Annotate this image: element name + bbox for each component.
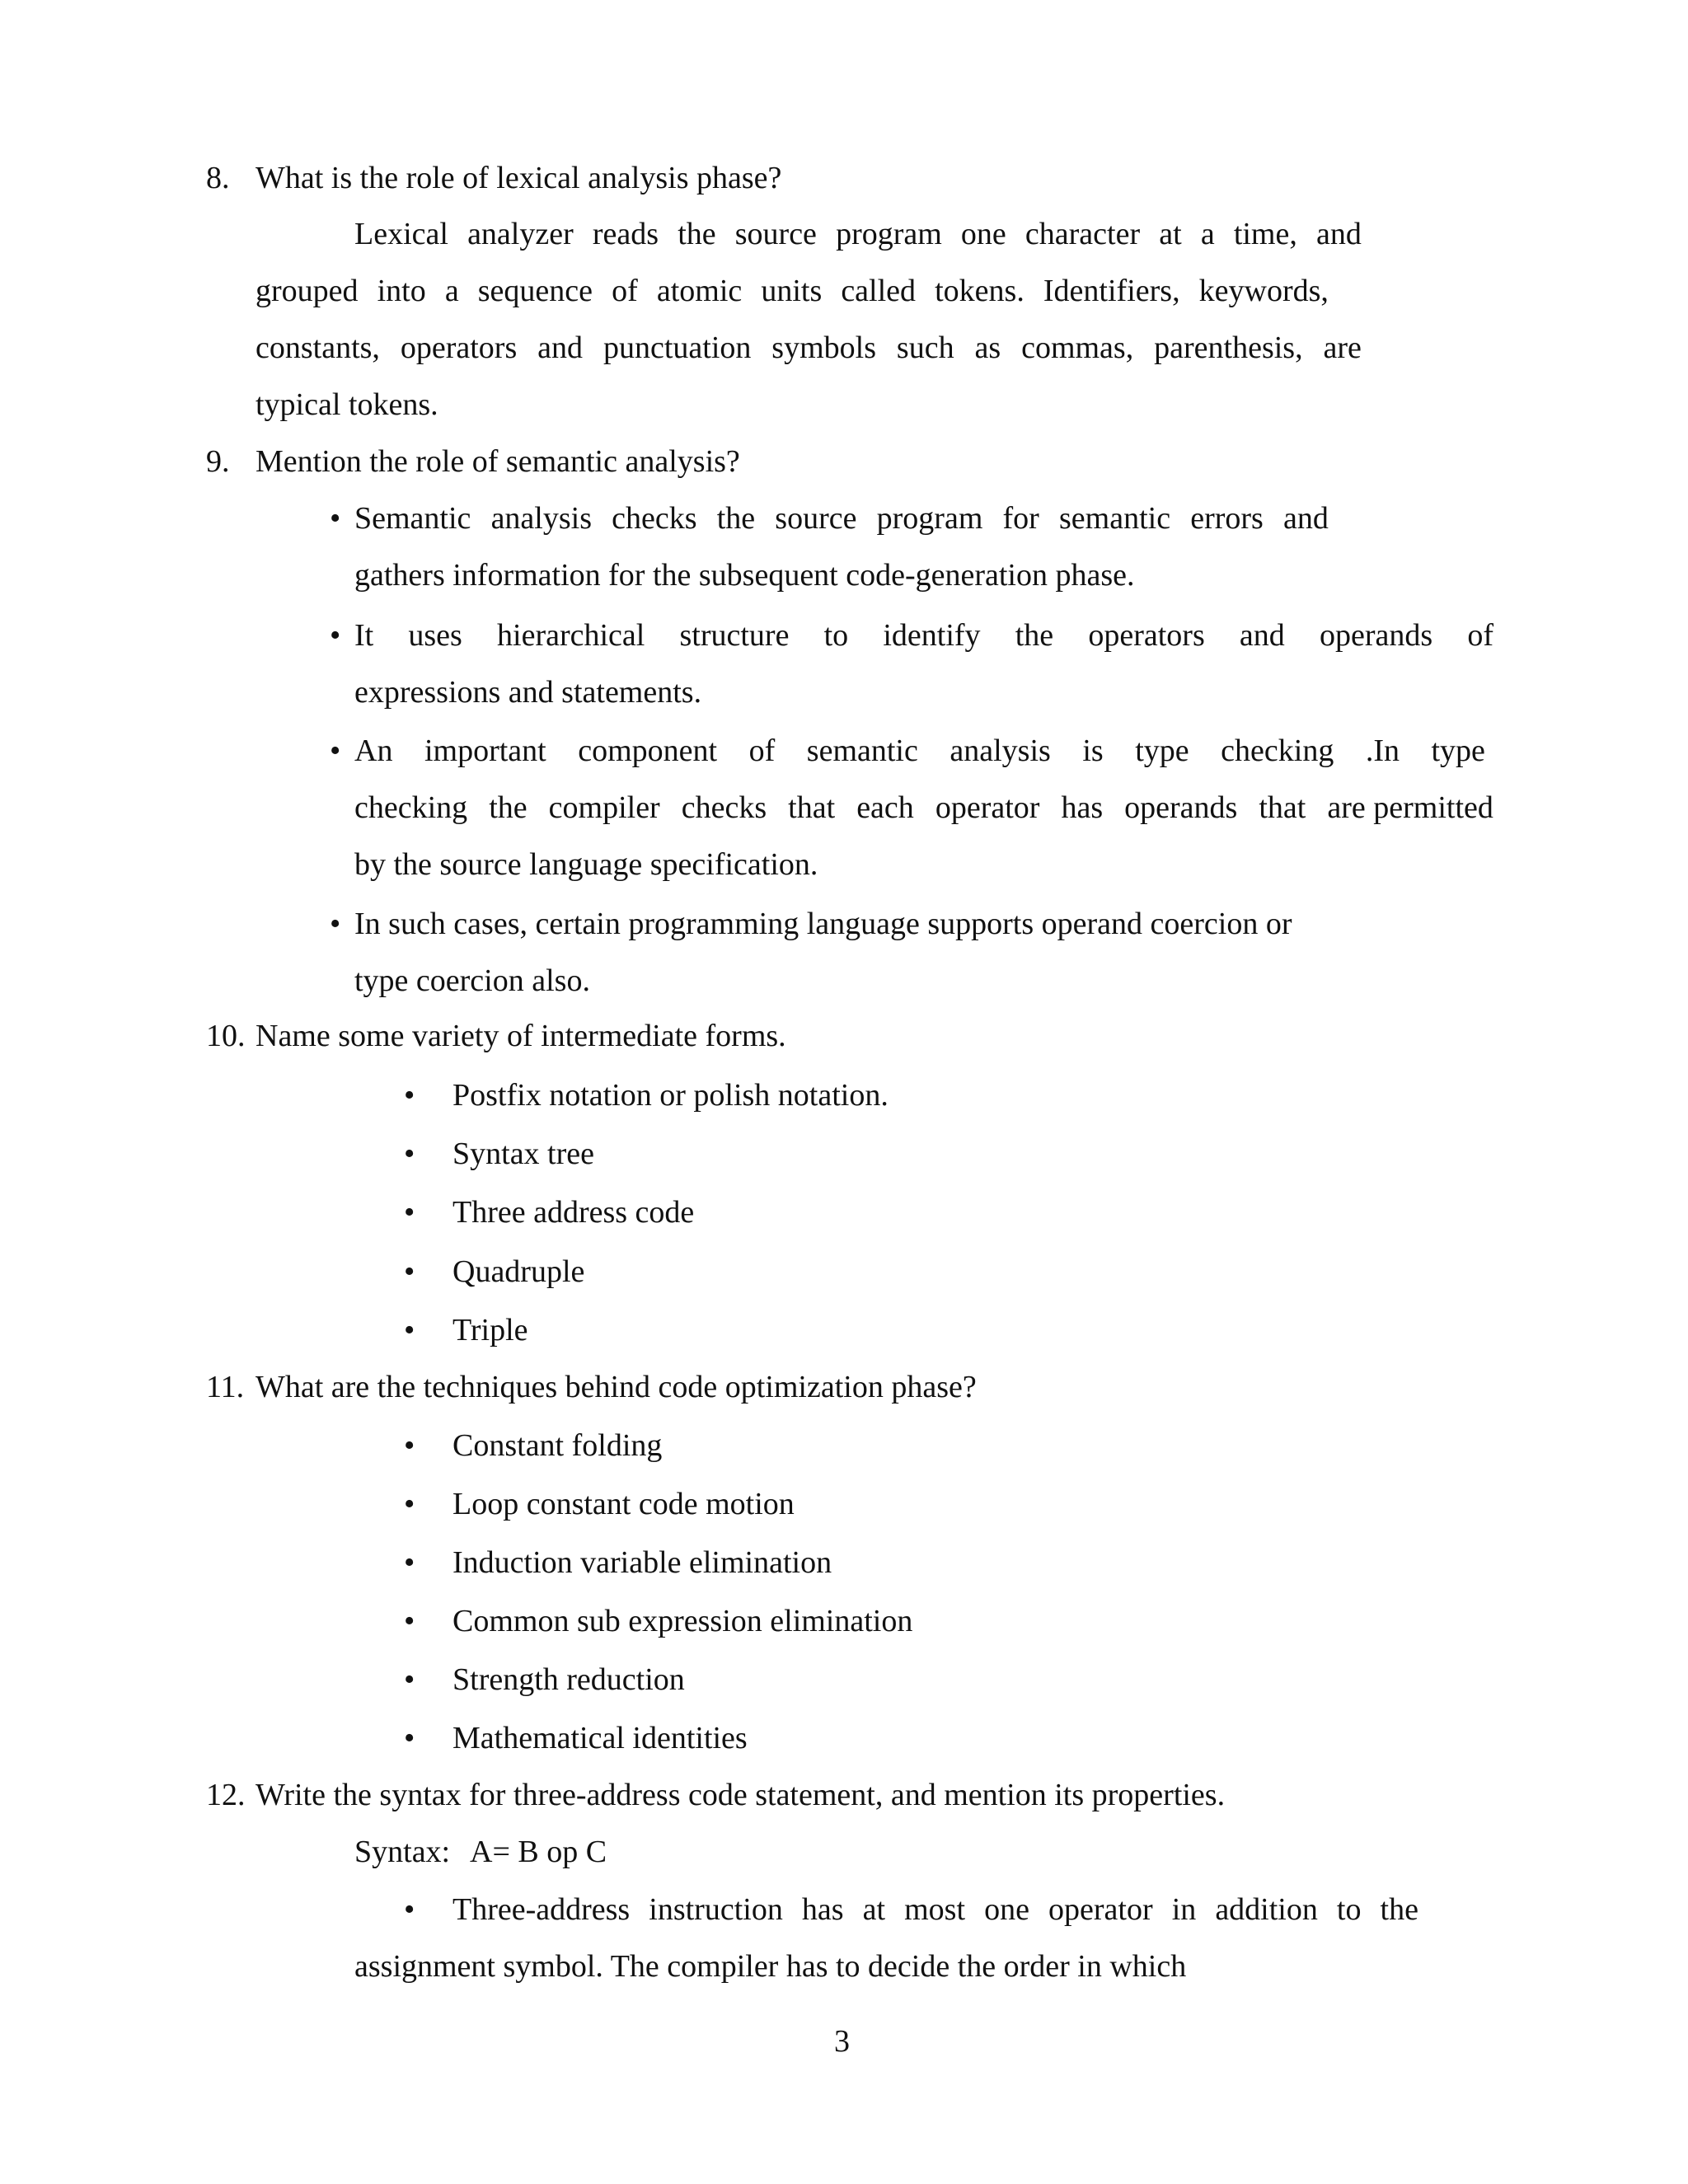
q9-number: 9.	[206, 444, 230, 479]
q8-answer-line-4: typical tokens.	[256, 387, 438, 422]
q12-number: 12.	[206, 1778, 246, 1812]
list-item: Common sub expression elimination	[452, 1604, 913, 1638]
bullet-icon: •	[404, 1313, 415, 1347]
page-number: 3	[834, 2024, 850, 2059]
bullet-icon: •	[330, 733, 341, 768]
list-item: Three address code	[452, 1195, 695, 1230]
q9-bullet-3-line-3: by the source language specification.	[354, 847, 818, 882]
q10-number: 10.	[206, 1019, 246, 1053]
q9-bullet-3-line-1: An important component of semantic analysis is type checking .In type	[354, 733, 1485, 768]
bullet-icon: •	[404, 1604, 415, 1638]
q12-bullet-1-line-1: Three-address instruction has at most one operator in addition to the	[452, 1892, 1418, 1927]
bullet-icon: •	[404, 1545, 415, 1580]
bullet-icon: •	[404, 1428, 415, 1463]
q12-question: Write the syntax for three-address code statement, and mention its properties.	[256, 1778, 1226, 1812]
q12-syntax-expression: A= B op C	[470, 1835, 607, 1869]
bullet-icon: •	[404, 1487, 415, 1521]
bullet-icon: •	[330, 618, 341, 653]
list-item: Triple	[452, 1313, 528, 1347]
q8-answer-line-3: constants, operators and punctuation symbols such as commas, parenthesis, are	[256, 330, 1362, 365]
q8-answer-line-1: Lexical analyzer reads the source program one character at a time, and	[354, 217, 1362, 251]
list-item: Loop constant code motion	[452, 1487, 795, 1521]
list-item: Constant folding	[452, 1428, 663, 1463]
bullet-icon: •	[330, 501, 341, 536]
bullet-icon: •	[404, 1662, 415, 1697]
q9-bullet-2-line-2: expressions and statements.	[354, 675, 702, 710]
q10-question: Name some variety of intermediate forms.	[256, 1019, 786, 1053]
list-item: Mathematical identities	[452, 1721, 748, 1755]
bullet-icon: •	[404, 1892, 415, 1927]
list-item: Strength reduction	[452, 1662, 685, 1697]
bullet-icon: •	[404, 1721, 415, 1755]
list-item: Quadruple	[452, 1254, 585, 1289]
list-item: Syntax tree	[452, 1137, 595, 1171]
q11-number: 11.	[206, 1370, 245, 1404]
q11-question: What are the techniques behind code optimization phase?	[256, 1370, 977, 1404]
bullet-icon: •	[404, 1195, 415, 1230]
q9-bullet-2-line-1: It uses hierarchical structure to identify the operators and operands of	[354, 618, 1493, 653]
q12-bullet-1-line-2: assignment symbol. The compiler has to decide the order in which	[354, 1949, 1187, 1984]
q9-bullet-3-line-2: checking the compiler checks that each operator has operands that are permitted	[354, 790, 1493, 825]
bullet-icon: •	[404, 1078, 415, 1113]
q9-bullet-1-line-2: gathers information for the subsequent code-generation phase.	[354, 558, 1135, 593]
q9-question: Mention the role of semantic analysis?	[256, 444, 740, 479]
q12-syntax-label: Syntax:	[354, 1835, 451, 1869]
list-item: Postfix notation or polish notation.	[452, 1078, 889, 1113]
bullet-icon: •	[404, 1254, 415, 1289]
q8-number: 8.	[206, 161, 230, 195]
list-item: Induction variable elimination	[452, 1545, 832, 1580]
q8-answer-line-2: grouped into a sequence of atomic units called tokens. Identifiers, keywords,	[256, 274, 1329, 308]
q9-bullet-1-line-1: Semantic analysis checks the source program for semantic errors and	[354, 501, 1329, 536]
bullet-icon: •	[330, 907, 341, 941]
q9-bullet-4-line-2: type coercion also.	[354, 963, 590, 998]
bullet-icon: •	[404, 1137, 415, 1171]
q9-bullet-4-line-1: In such cases, certain programming language supports operand coercion or	[354, 907, 1292, 941]
q8-question: What is the role of lexical analysis phase?	[256, 161, 782, 195]
